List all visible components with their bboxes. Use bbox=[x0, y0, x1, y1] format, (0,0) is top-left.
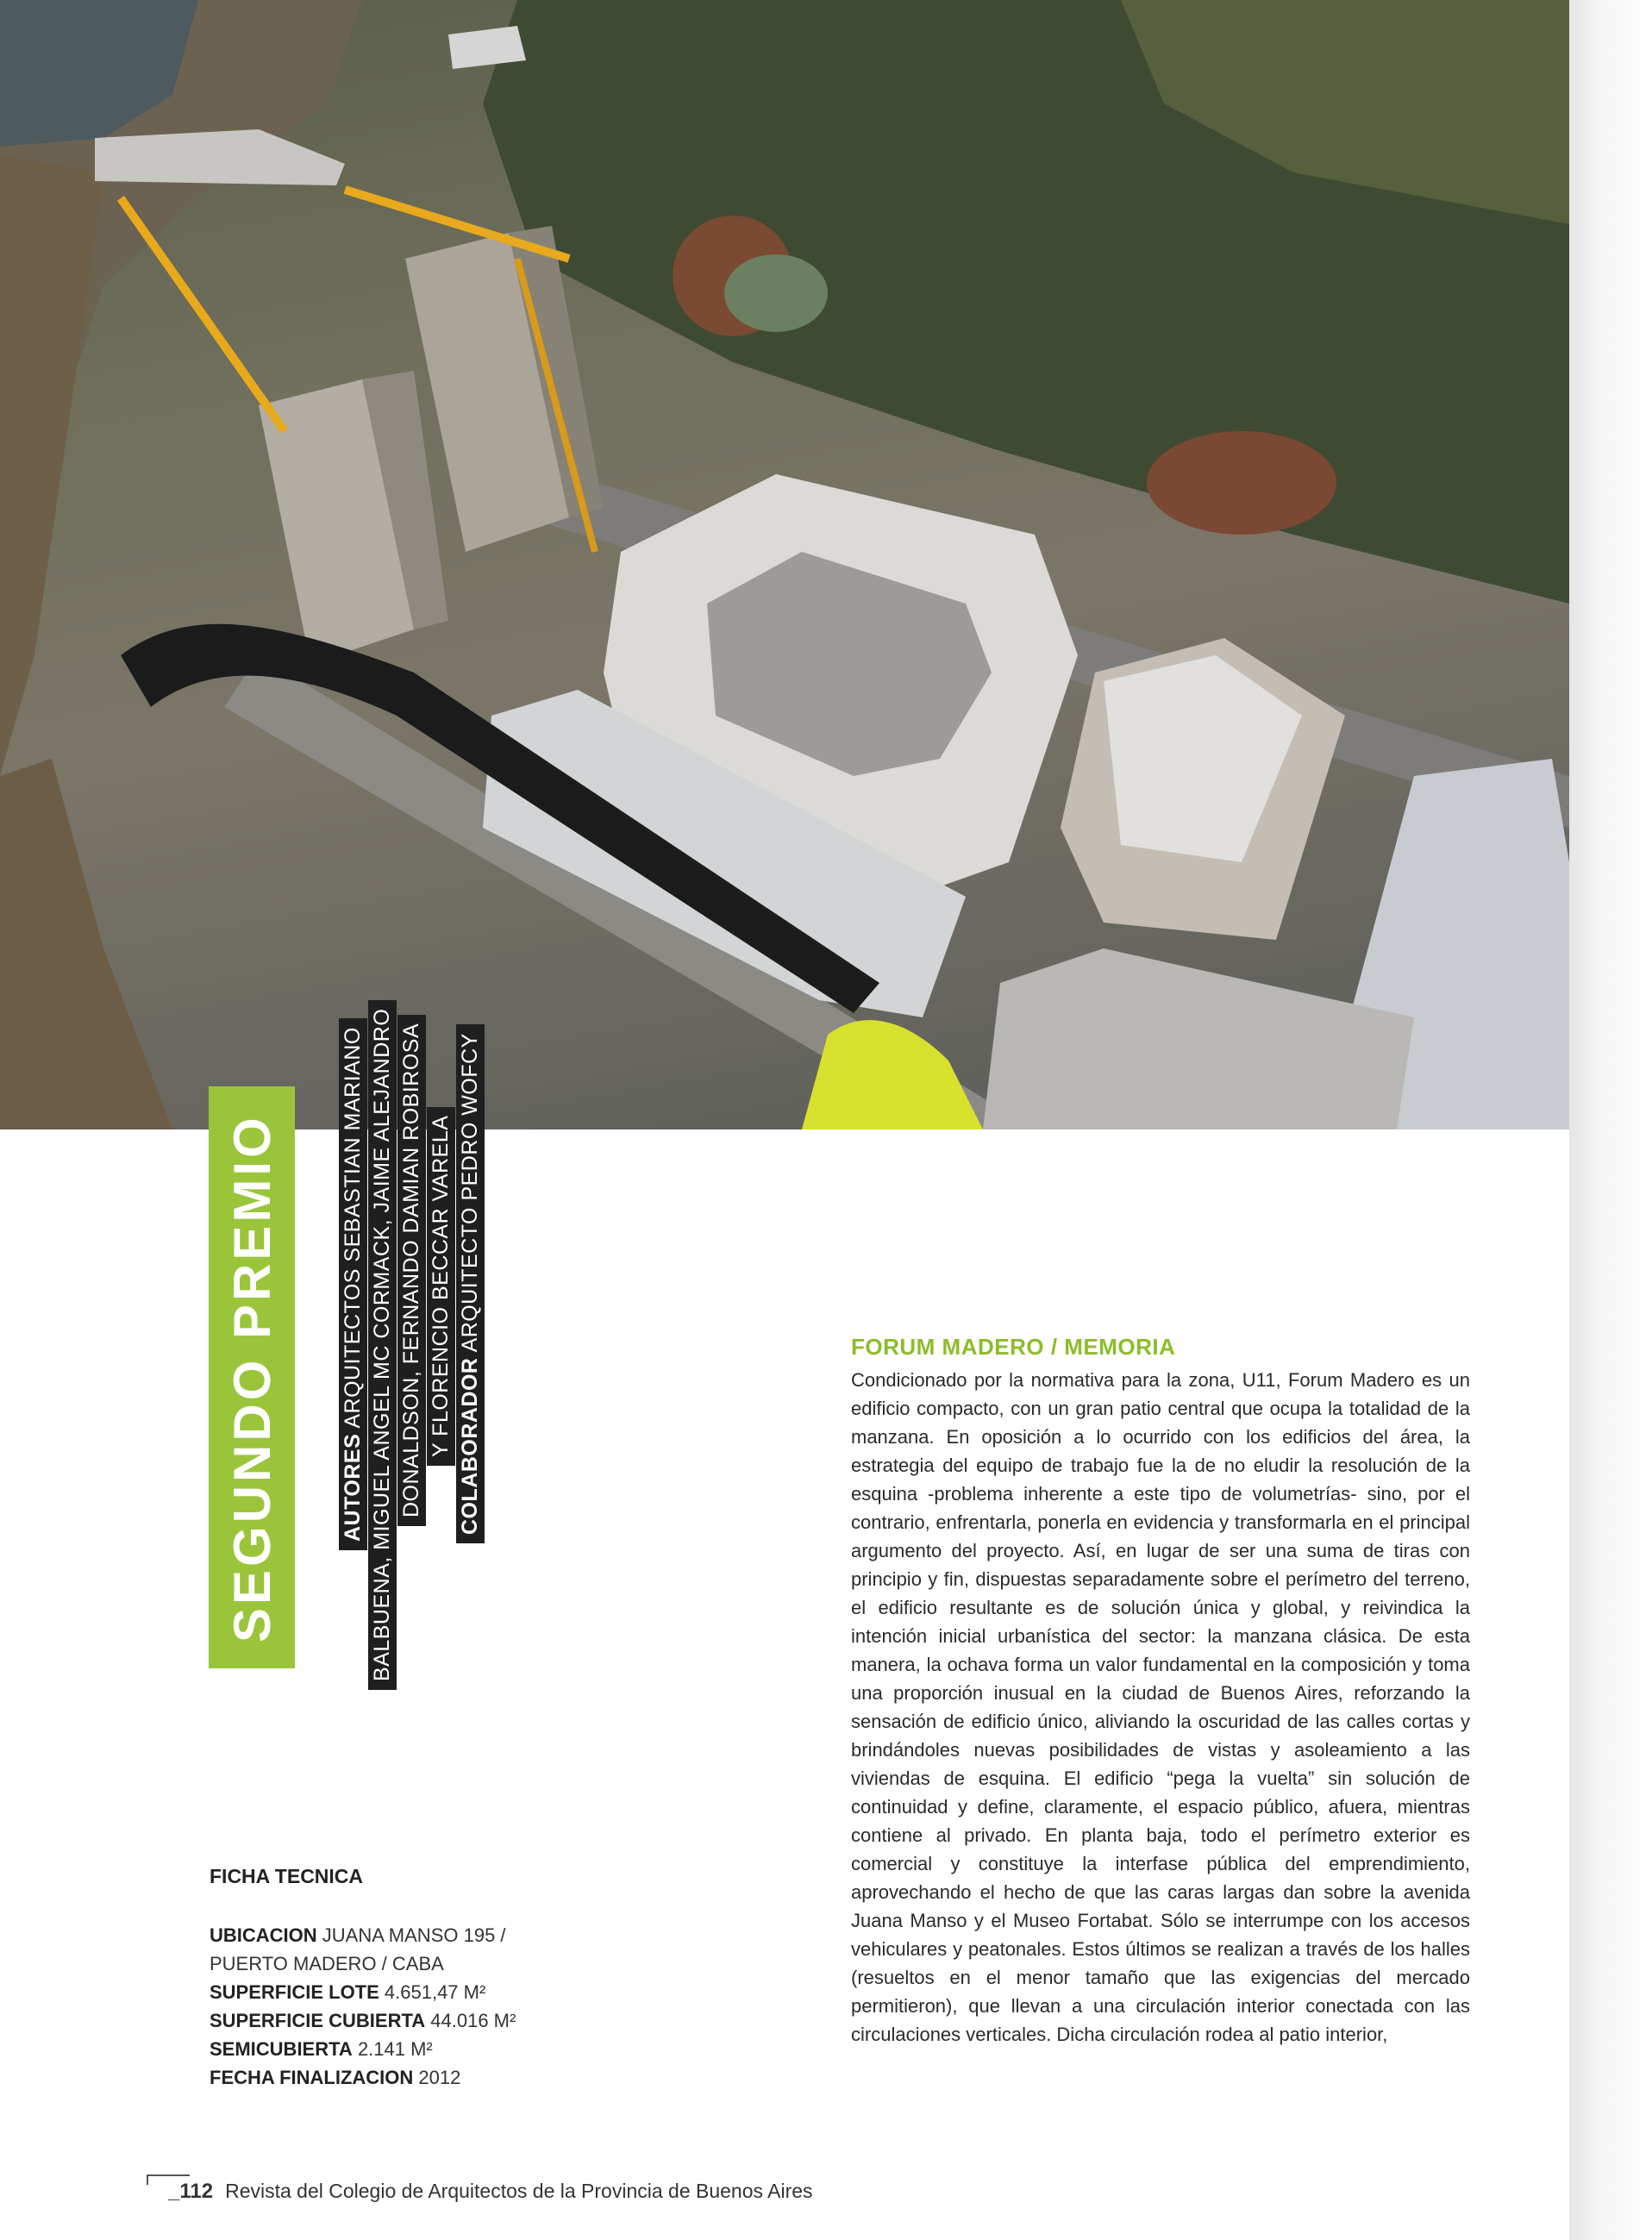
row-value: 2012 bbox=[413, 2067, 461, 2088]
credit-authors-line-4 bbox=[427, 1107, 455, 1466]
credit-label: COLABORADOR bbox=[458, 1357, 482, 1535]
page-gutter bbox=[1569, 0, 1652, 2240]
row-label: SUPERFICIE CUBIERTA bbox=[210, 2010, 426, 2031]
row-label: UBICACION bbox=[210, 1924, 317, 1946]
aerial-photo bbox=[0, 0, 1569, 1129]
article bbox=[851, 1334, 1470, 2049]
section-title: SEGUNDO PREMIO bbox=[223, 1114, 281, 1642]
article-body: Condicionado por la normativa para la zona, U11, Forum Madero es un edificio compacto, con un gran patio central que ocupa la totalidad de la manzana. En oposición a lo ocurrido con los edificios del área, la estrategia del equipo de trabajo fue la de no eludir la resolución de la esquina -problema inherente a este tipo de volumetrías- sino, por el contrario, enfrentarla, ponerla en evidencia y transformarla en el principal argumento del proyecto. Así, en lugar de ser una suma de tiras con principio y fin, dispuestas separadamente sobre el perímetro del terreno, el edificio resultante es de solución única y global, y reivindica la intención inicial urbanística del sector: la manzana clásica. De esta manera, la ochava forma un valor fundamental en la composición y toma una proporción inusual en la ciudad de Buenos Aires, reforzando la sensación de edificio único, aliviando la oscuridad de las calles cortas y brindándoles nuevas posibilidades de vistas y asoleamiento a las viviendas de esquina. El edificio “pega la vuelta” sin solución de continuidad y define, claramente, el espacio público, afuera, mientras contiene al privado. En planta baja, todo el perímetro exterior es comercial y constituye la interfase pública del emprendimiento, aprovechando el hecho de que las caras largas dan sobre la avenida Juana Manso y el Museo Fortabat. Sólo se interrumpe con los accesos vehiculares y peatonales. Estos últimos se realizan a través de los halles (resueltos en el menor tamaño que las exigencias del mercado permitieron), que llevan a una circulación interior conectada con las circulaciones verticales. Dicha circulación rodea al patio interior, bbox=[851, 1369, 1470, 2045]
page-footer bbox=[168, 2180, 813, 2204]
page-number: _112 bbox=[168, 2180, 214, 2203]
row-value: JUANA MANSO 195 / bbox=[316, 1924, 506, 1946]
technical-sheet-row bbox=[210, 2006, 572, 2035]
aerial-photo-drawing bbox=[0, 0, 1569, 1129]
row-value: 44.016 M² bbox=[425, 2010, 516, 2031]
row-value: PUERTO MADERO / CABA bbox=[210, 1953, 444, 1974]
row-value: 4.651,47 M² bbox=[379, 1981, 486, 2003]
technical-sheet-heading: FICHA TECNICA bbox=[210, 1865, 364, 1887]
credit-collaborator bbox=[456, 1024, 485, 1543]
footer-rule-tick bbox=[147, 2174, 148, 2185]
credit-text: Y FLORENCIO BECCAR VARELA bbox=[429, 1115, 453, 1457]
technical-sheet-row bbox=[210, 1921, 572, 1949]
credit-text: ARQUITECTO PEDRO WOFCY bbox=[458, 1033, 482, 1358]
credit-authors bbox=[339, 1018, 367, 1550]
footer-rule bbox=[147, 2174, 190, 2176]
technical-sheet-row bbox=[210, 2035, 572, 2063]
row-label: FECHA FINALIZACION bbox=[210, 2067, 414, 2088]
credit-text: DONALDSON, FERNANDO DAMIAN ROBIROSA bbox=[399, 1023, 423, 1517]
article-title: FORUM MADERO / MEMORIA bbox=[851, 1334, 1176, 1360]
credit-label: AUTORES bbox=[341, 1433, 365, 1542]
technical-sheet-row bbox=[210, 2063, 572, 2092]
row-label: SUPERFICIE LOTE bbox=[210, 1981, 379, 2003]
publication-name: Revista del Colegio de Arquitectos de la Provincia de Buenos Aires bbox=[225, 2180, 813, 2202]
credit-text: BALBUENA, MIGUEL ANGEL MC CORMACK, JAIME ALEJANDRO bbox=[370, 1008, 394, 1681]
technical-sheet-row bbox=[210, 1949, 572, 1978]
row-label: SEMICUBIERTA bbox=[210, 2038, 353, 2060]
technical-sheet-row bbox=[210, 1978, 572, 2006]
credit-text: ARQUITECTOS SEBASTIAN MARIANO bbox=[341, 1027, 365, 1434]
credit-authors-line-3 bbox=[397, 1015, 426, 1526]
credit-authors-line-2 bbox=[368, 1000, 397, 1690]
technical-sheet bbox=[210, 1862, 572, 2092]
row-value: 2.141 M² bbox=[352, 2038, 433, 2060]
